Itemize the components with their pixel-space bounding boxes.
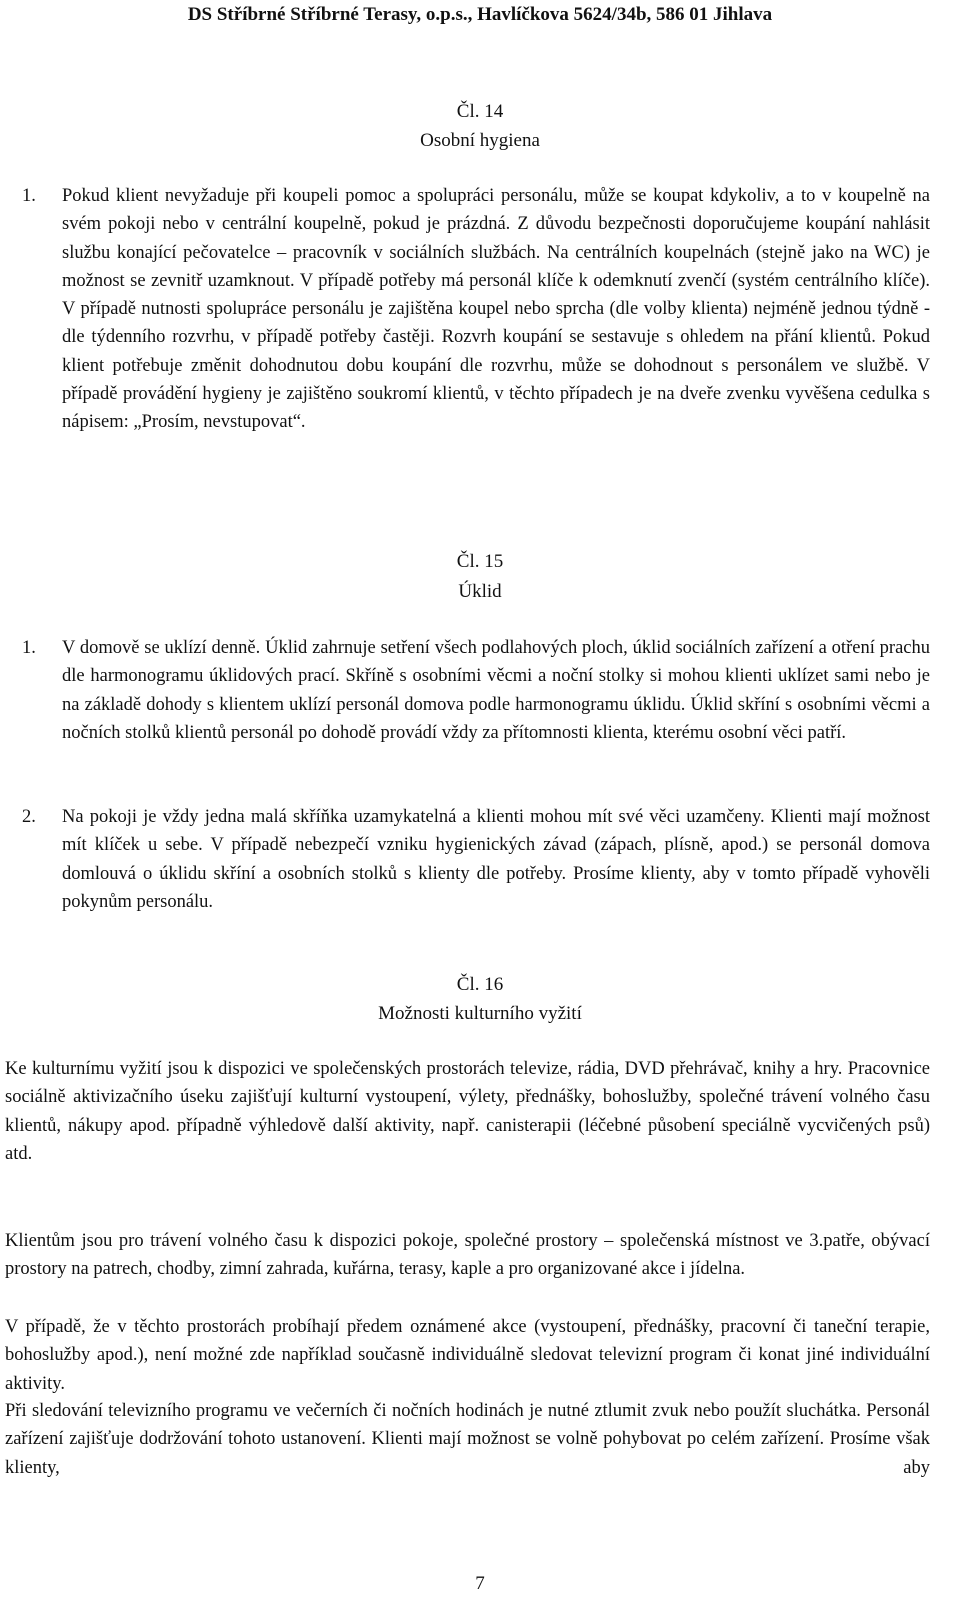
article-14-item-1-number: 1. [22,186,36,206]
article-16-paragraph-4: Při sledování televizního programu ve večerních či nočních hodinách je nutné ztlumit zvuk nebo použít sluchátka. Personál zařízení zajišťuje dodržování tohoto ustanovení. Klienti mají možnost se volně pohybovat po celém zařízení. Prosíme však klienty, aby [5,1401,930,1478]
article-15-item-2-number: 2. [22,807,36,827]
page-header: DS Stříbrné Stříbrné Terasy, o.p.s., Havlíčkova 5624/34b, 586 01 Jihlava [187,4,773,25]
article-15-item-1-number: 1. [22,638,36,658]
article-16-number: Čl. 16 [456,974,504,995]
article-15-item-2-text: Na pokoji je vždy jedna malá skříňka uzamykatelná a klienti mohou mít své věci uzamčeny. Klienti mají možnost mít klíček u sebe. V případě nebezpečí vzniku hygienických závad (zápach, plísně, apod.) se personál domova domlouvá o úklidu skříní a osobních stolků s klienty dle potřeby. Prosíme klienty, aby v tomto případě vyhověli pokynům personálu. [62,807,930,912]
article-14-title: Osobní hygiena [420,130,540,151]
article-16-paragraph-3: V případě, že v těchto prostorách probíhají předem oznámené akce (vystoupení, přednášky, pracovní či taneční terapie, bohoslužby apod.), není možné zde například současně individuálně sledovat televizní program či konat jiné individuální aktivity. [5,1317,930,1394]
article-15-title: Úklid [458,581,502,602]
article-16-title: Možnosti kulturního vyžití [378,1003,582,1024]
article-15-item-1-text: V domově se uklízí denně. Úklid zahrnuje setření všech podlahových ploch, úklid sociálních zařízení a otření prachu dle harmonogramu úklidových prací. Skříně s osobními věcmi a noční stolky si mohou klienti uklízet sami nebo je na základě dohody s klientem uklízí personál domova podle harmonogramu úklidu. Úklid skříní s osobními věcmi a nočních stolků klientů personál po dohodě provádí vždy za přítomnosti klienta, kterému osobní věci patří. [62,638,930,743]
article-14-number: Čl. 14 [456,101,504,122]
article-14-item-1-text: Pokud klient nevyžaduje při koupeli pomoc a spolupráci personálu, může se koupat kdykoliv, a to v koupelně na svém pokoji nebo v centrální koupelně, pokud je prázdná. Z důvodu bezpečnosti doporučujeme koupání nahlásit službu konající pečovatelce – pracovník v sociálních službách. Na centrálních koupelnách (stejně jako na WC) je možnost se zevnitř uzamknout. V případě potřeby má personál klíče k odemknutí zvenčí (systém centrálního klíče). V případě nutnosti spolupráce personálu je zajištěna koupel nebo sprcha (dle volby klienta) nejméně jednou týdně - dle týdenního rozvrhu, v případě potřeby častěji. Rozvrh koupání se sestavuje s ohledem na přání klientů. Pokud klient potřebuje změnit dohodnutou dobu koupání dle rozvrhu, může se dohodnout s personálem ve službě. V případě provádění hygieny je zajištěno soukromí klientů, v těchto případech je na dveře zvenku vyvěšena cedulka s nápisem: „Prosím, nevstupovat“. [62,186,930,433]
page-number: 7 [475,1573,485,1594]
article-15-number: Čl. 15 [456,551,504,572]
article-16-paragraph-2: Klientům jsou pro trávení volného času k dispozici pokoje, společné prostory – společenská místnost ve 3.patře, obývací prostory na patrech, chodby, zimní zahrada, kuřárna, terasy, kaple a pro organizované akce i jídelna. [5,1231,930,1280]
article-16-paragraph-1: Ke kulturnímu vyžití jsou k dispozici ve společenských prostorách televize, rádia, DVD přehrávač, knihy a hry. Pracovnice sociálně aktivizačního úseku zajišťují kulturní vystoupení, výlety, přednášky, bohoslužby, společné trávení volného času klientů, nákupy apod. případně výhledově další aktivity, např. canisterapii (léčebné působení speciálně vycvičených psů) atd. [5,1059,930,1164]
